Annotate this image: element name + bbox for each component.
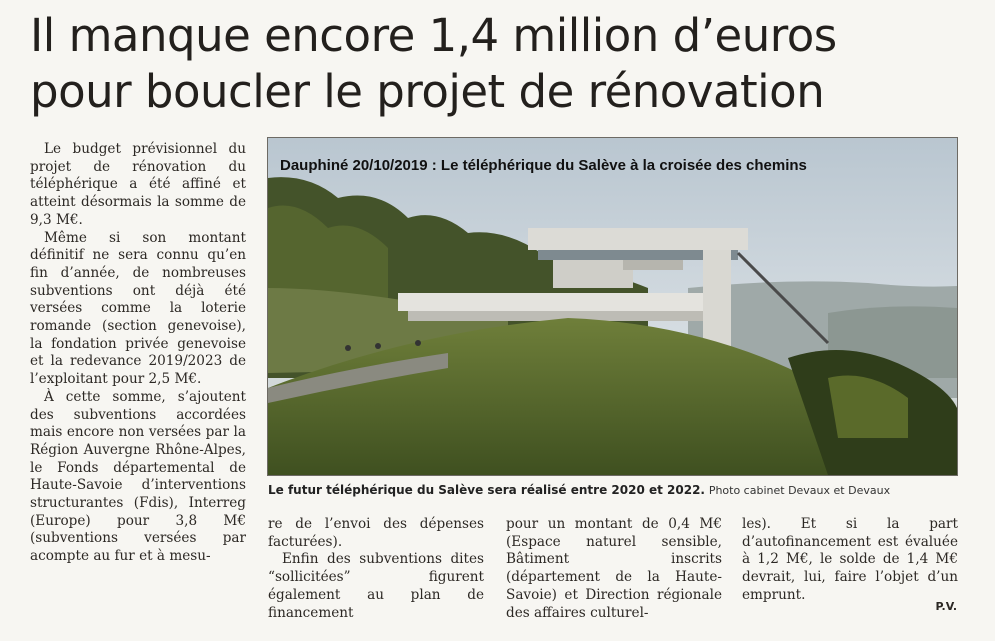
article-photo xyxy=(267,137,958,476)
article-column-3 xyxy=(506,516,722,622)
article-column-4 xyxy=(742,516,958,605)
paragraph: Enfin des subventions dites “sollicitées” figurent également au plan de financement xyxy=(268,551,484,621)
headline xyxy=(30,8,980,120)
photo-caption-text: Le futur téléphérique du Salève sera réalisé entre 2020 et 2022. xyxy=(268,483,705,497)
author-byline: P.V. xyxy=(935,600,957,613)
photo-caption xyxy=(268,483,968,497)
paragraph: pour un montant de 0,4 M€ (Espace naturel sensible, Bâtiment inscrits (département de la Haute-Savoie) et Direction régionale des affaires culturel- xyxy=(506,516,722,621)
paragraph: les). Et si la part d’autofinancement est évaluée à 1,2 M€, le solde de 1,4 M€ devrait, lui, faire l’objet d’un emprunt. xyxy=(742,516,958,603)
paragraph: Le budget prévisionnel du projet de rénovation du téléphérique a été affiné et atteint désormais la somme de 9,3 M€. xyxy=(30,141,246,228)
photo-credit: Photo cabinet Devaux et Devaux xyxy=(708,484,891,497)
paragraph: Même si son montant définitif ne sera connu qu’en fin d’année, de nombreuses subventions ont déjà été versées comme la loterie romande (section genevoise), la fondation privée genevoise et la redevance 2019/2023 de l’exploitant pour 2,5 M€. xyxy=(30,229,246,388)
cable-car-station-rendering xyxy=(268,138,957,475)
paragraph: À cette somme, s’ajoutent des subventions accordées mais encore non versées par la Région Auvergne Rhône-Alpes, le Fonds départemental de Haute-Savoie d’interventions structurantes (Fdis), Interreg (Europe) pour 3,8 M€ (subventions versées par acompte au fur et à mesu- xyxy=(30,388,246,565)
article-column-1 xyxy=(30,141,246,566)
article-column-2 xyxy=(268,516,484,622)
headline-line-2: pour boucler le projet de rénovation xyxy=(30,65,825,118)
paragraph: re de l’envoi des dépenses facturées). xyxy=(268,516,484,550)
headline-line-1: Il manque encore 1,4 million d’euros xyxy=(30,9,837,62)
photo-overlay-caption: Dauphiné 20/10/2019 : Le téléphérique du Salève à la croisée des chemins xyxy=(280,157,807,174)
